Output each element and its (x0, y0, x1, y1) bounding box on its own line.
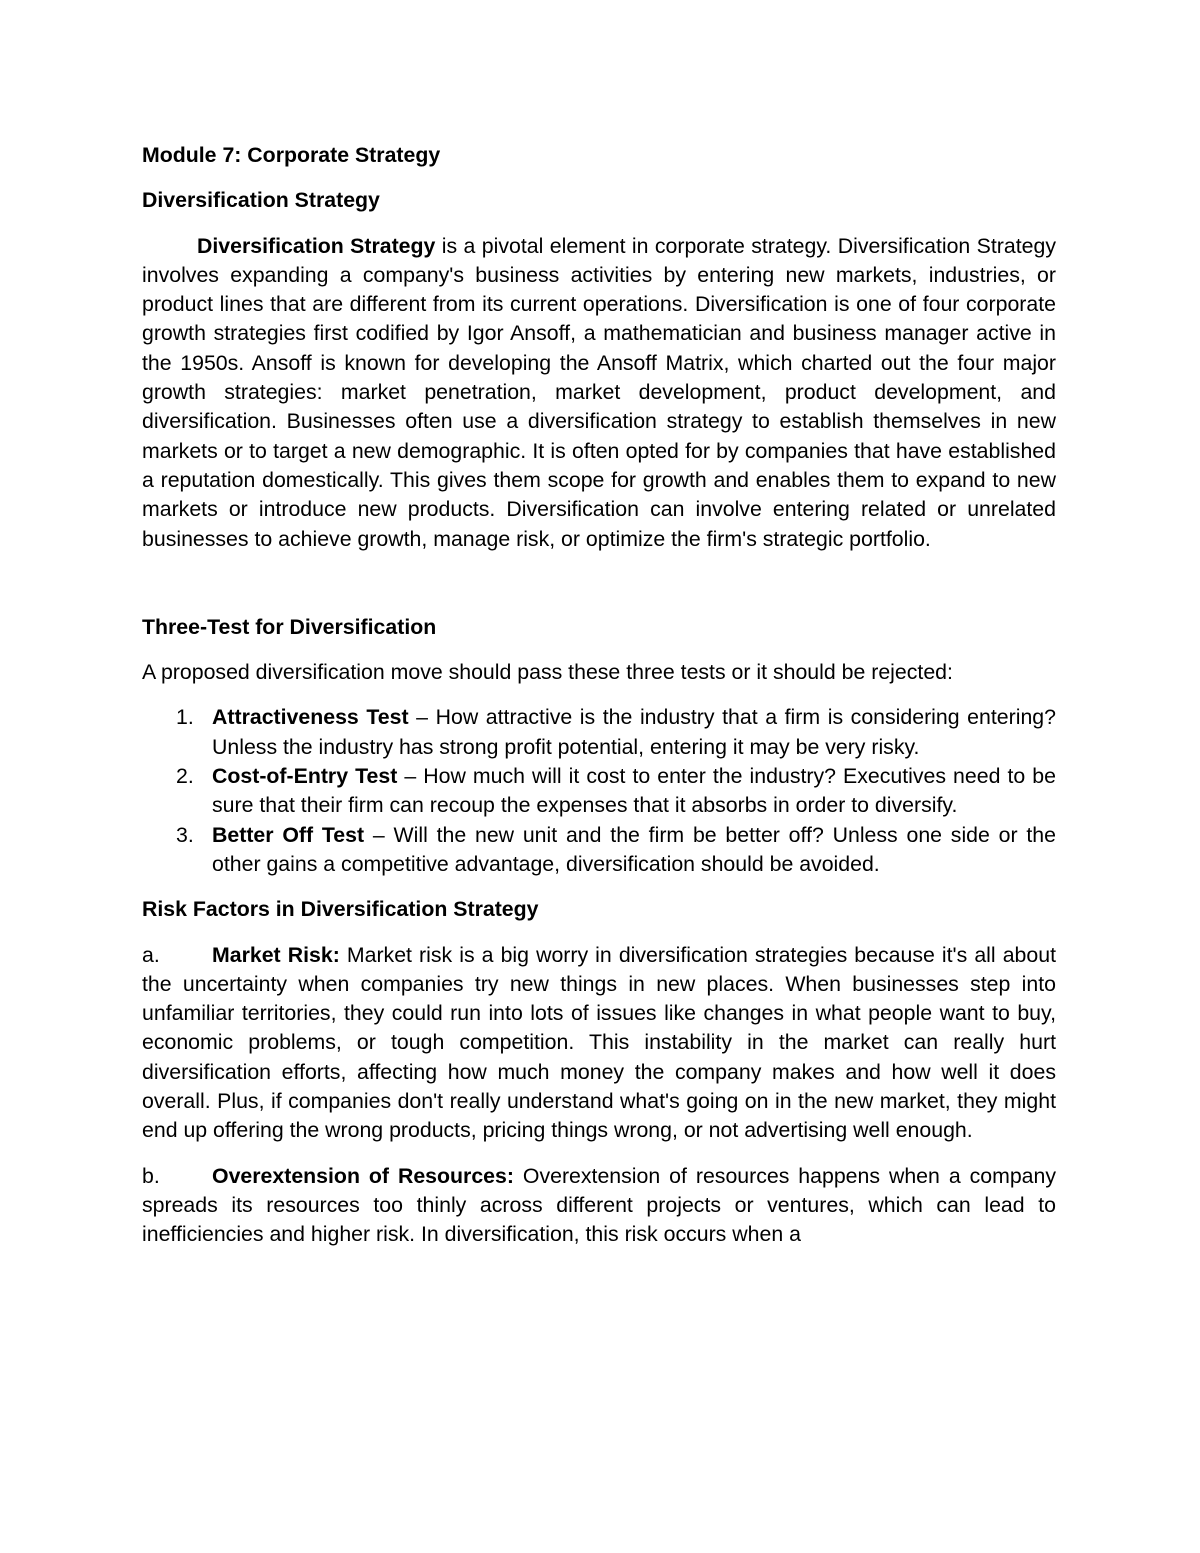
section-heading-three-test: Three-Test for Diversification (142, 614, 437, 639)
risk-item-market (142, 941, 1056, 1146)
test-title: Attractiveness Test (212, 705, 409, 730)
three-test-list (142, 703, 1056, 879)
risk-title: Market Risk: (212, 942, 340, 967)
list-item (142, 703, 1056, 762)
module-title: Module 7: Corporate Strategy (142, 143, 441, 167)
document-page (142, 141, 1056, 1266)
risk-item-overextension (142, 1162, 1056, 1250)
diversification-paragraph (142, 232, 1056, 554)
risk-text: Market risk is a big worry in diversification strategies because it's all about the uncertainty when companies try new things in new places. When businesses step into unfamiliar territories, they could run into lots of issues like changes in what people want to buy, economic problems, or tough competition. This instability in the market can really hurt diversification efforts, affecting how much money the company makes and how well it does overall. Plus, if companies don't really understand what's going on in the new market, they might end up offering the wrong products, pricing things wrong, or not advertising well enough. (142, 942, 1056, 1143)
list-item (142, 821, 1056, 880)
diversification-lead-term: Diversification Strategy (197, 233, 436, 258)
spacer (142, 554, 1056, 613)
test-title: Cost-of-Entry Test (212, 764, 398, 789)
list-item (142, 762, 1056, 821)
test-title: Better Off Test (212, 822, 365, 847)
list-number: 1. (176, 705, 194, 730)
list-number: 2. (176, 764, 194, 789)
risk-letter: b. (142, 1163, 160, 1188)
risk-title: Overextension of Resources: (212, 1163, 514, 1188)
diversification-body: is a pivotal element in corporate strategy. Diversification Strategy involves expanding a company's business activities by entering new markets, industries, or product lines that are different from its current operations. Diversification is one of four corporate growth strategies first codified by Igor Ansoff, a mathematician and business manager active in the 1950s. Ansoff is known for developing the Ansoff Matrix, which charted out the four major growth strategies: market penetration, market development, product development, and diversification. Businesses often use a diversification strategy to establish themselves in new markets or to target a new demographic. It is often opted for by companies that have established a reputation domestically. This gives them scope for growth and enables them to expand to new markets or introduce new products. Diversification can involve entering related or unrelated businesses to achieve growth, manage risk, or optimize the firm's strategic portfolio. (142, 233, 1056, 551)
risk-text: Overextension of resources happens when a company spreads its resources too thinly across different projects or ventures, which can lead to inefficiencies and higher risk. In diversification, this risk occurs when a (142, 1163, 1057, 1247)
list-number: 3. (176, 822, 194, 847)
three-test-intro: A proposed diversification move should pass these three tests or it should be rejected: (142, 660, 953, 685)
section-heading-risk-factors: Risk Factors in Diversification Strategy (142, 897, 539, 922)
section-heading-diversification: Diversification Strategy (142, 188, 380, 213)
risk-letter: a. (142, 942, 160, 967)
test-text: – Will the new unit and the firm be better off? Unless one side or the other gains a competitive advantage, diversification should be avoided. (212, 822, 1056, 876)
test-text: – How attractive is the industry that a firm is considering entering? Unless the industry has strong profit potential, entering it may be very risky. (212, 705, 1056, 759)
test-text: – How much will it cost to enter the industry? Executives need to be sure that their firm can recoup the expenses that it absorbs in order to diversify. (212, 764, 1056, 818)
